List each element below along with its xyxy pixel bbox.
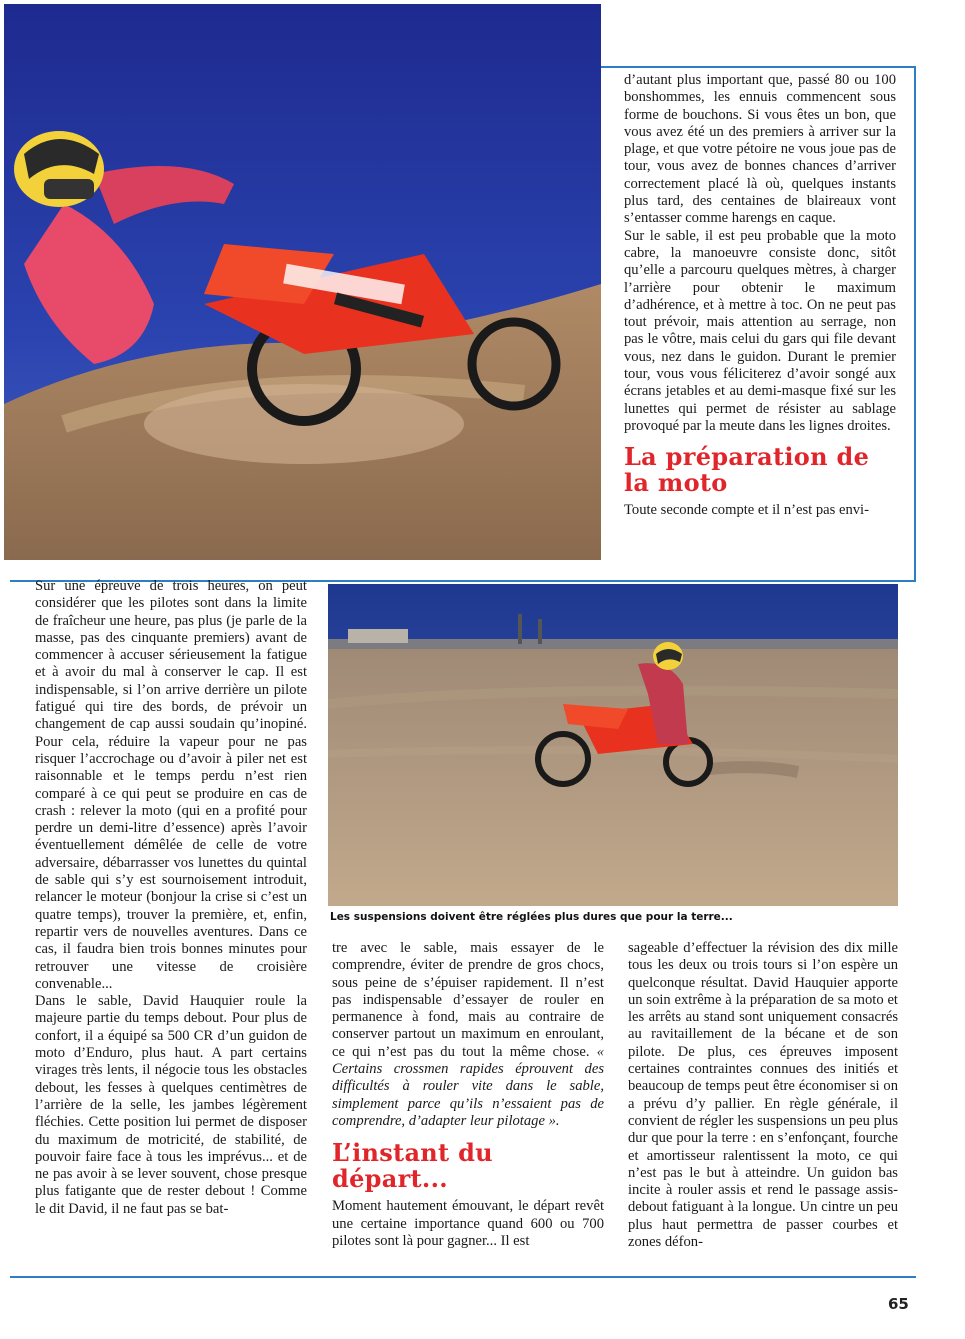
page-number: 65 xyxy=(888,1295,909,1313)
photo-top-image xyxy=(4,4,601,560)
frame-line-top-right xyxy=(601,66,916,68)
quote-text: « Certains crossmen rapides éprouvent des difficultés à rouler vite dans le sable, simplement parce qu’ils n’essaient pas de comprendre, d’adapter leur pilotage ». xyxy=(332,1043,604,1129)
section-heading-depart: L’instant du départ... xyxy=(332,1138,493,1194)
column-middle xyxy=(332,940,604,1250)
frame-line-bottom xyxy=(10,1276,916,1278)
paragraph: Toute seconde compte et il n’est pas envi- xyxy=(624,502,869,519)
paragraph: Dans le sable, David Hauquier roule la majeure partie du temps debout. Pour plus de confort, il a équipé sa 500 CR d’un guidon de moto d’Enduro, plus haut. A part certains virages très lents, il négocie tous les obstacles debout, les fesses à quelques centimètres de l’arrière de la selle, les jambes légèrement fléchies. Cette position lui permet de disposer du maximum de motricité, de stabilité, de pouvoir faire face à tous les imprévus... et de ne pas avoir à se lever souvent, chose presque plus fatigante que de rester debout ! Comme le dit David, il ne faut pas se bat- xyxy=(35,993,307,1217)
photo-middle-image xyxy=(328,584,898,906)
column-right-bottom xyxy=(628,940,898,1251)
paragraph: Moment hautement émouvant, le départ revêt une certaine importance quand 600 ou 700 pilotes sont là pour gagner... Il est xyxy=(332,1198,604,1249)
paragraph: sageable d’effectuer la révision des dix mille tous les deux ou trois tours si l’on espère un quelconque résultat. David Hauquier apporte un soin extrême à la préparation de sa moto et les arrêts au stand sont uniquement consacrés au ravitaillement de la bécane et de son pilote. De plus, ces épreuves imposent certaines contraintes connues des initiés et beaucoup de temps peut être économiser si on a prévu d’y pallier. En règle générale, il convient de régler les suspensions un peu plus dur que pour la terre : en s’enfonçant, fourche et amortisseur ralentissent la moto, ce qui n’est pas le but à atteindre. Un guidon bas incite à rouler assis et rend le passage assis-debout fatiguant à la longue. Un cintre un peu plus haut permettra de passer courbes et zones défon- xyxy=(628,940,898,1251)
paragraph-text: tre avec le sable, mais essayer de le comprendre, éviter de prendre de gros chocs, sous peine de s’épuiser rapidement. Il n’est pas indispensable d’essayer de rouler en permanence à fond, mais au contraire de conserver partout un maximum en enroulant, ce qui n’est pas du tout la même chose. xyxy=(332,940,604,1060)
column-left xyxy=(35,578,307,1218)
frame-line-right-top xyxy=(914,66,916,582)
paragraph: Sur une épreuve de trois heures, on peut considérer que les pilotes sont dans la limite de fraîcheur une heure, pas plus (je parle de la masse, pas des cinquante premiers) avant de commencer à accuser sérieusement la fatigue et à avoir du mal à conserver le cap. Il est indispensable, si l’on arrive derrière un pilote fatigué qui tire des bords, de prévoir un changement de cap aussi soudain qu’inopiné. Pour cela, réduire la vapeur pour ne pas risquer l’accrochage ou d’avoir à piler net est raisonnable et le temps perdu n’est rien comparé à ce qui peut se produire en cas de crash : relever la moto (qui en a profité pour perdre un demi-litre d’essence) après l’avoir éventuellement démêlée de celle de votre adversaire, débarrasser vos lunettes du quintal de sable qui s’y est sournoisement introduit, relancer le moteur (bonjour la crise si c’est un quatre temps), trouver la première, et, enfin, repartir vers de nouvelles aventures. Dans ce cas, il faudra bien trois bonnes minutes pour retrouver une vitesse de croisière convenable... xyxy=(35,578,307,992)
paragraph xyxy=(332,940,604,1130)
section-heading-preparation: La préparation de la moto xyxy=(624,442,870,498)
paragraph: d’autant plus important que, passé 80 ou 100 bonshommes, les ennuis commencent sous forme de bouchons. Si vous êtes un bon, que vous avez été un des premiers à arriver sur la plage, et que votre pétoire ne vous joue pas de tour, vous avez de bonnes chances d’arriver correctement placé là où, quelques instants plus tard, des centaines de blaireaux vont s’entasser comme harengs en caque. xyxy=(624,72,896,227)
photo-top xyxy=(4,4,601,560)
photo-caption: Les suspensions doivent être réglées plus dures que pour la terre... xyxy=(330,911,733,923)
photo-middle xyxy=(328,584,898,906)
column-right-top xyxy=(624,72,896,520)
paragraph: Sur le sable, il est peu probable que la moto cabre, la manoeuvre consiste donc, sitôt qu’elle a parcouru quelques mètres, à charger l’arrière pour obtenir le maximum d’adhérence, et à mettre à toc. On ne peut pas tout prévoir, mais attention au serrage, non pas le vôtre, mais celui du gars qui file devant vous, nez dans le guidon. Durant le premier tour, vous vous féliciterez d’avoir songé aux écrans jetables et au demi-masque fixé sur les lunettes qui permet de résister au sablage provoqué par la meute dans les lignes droites. xyxy=(624,227,896,434)
